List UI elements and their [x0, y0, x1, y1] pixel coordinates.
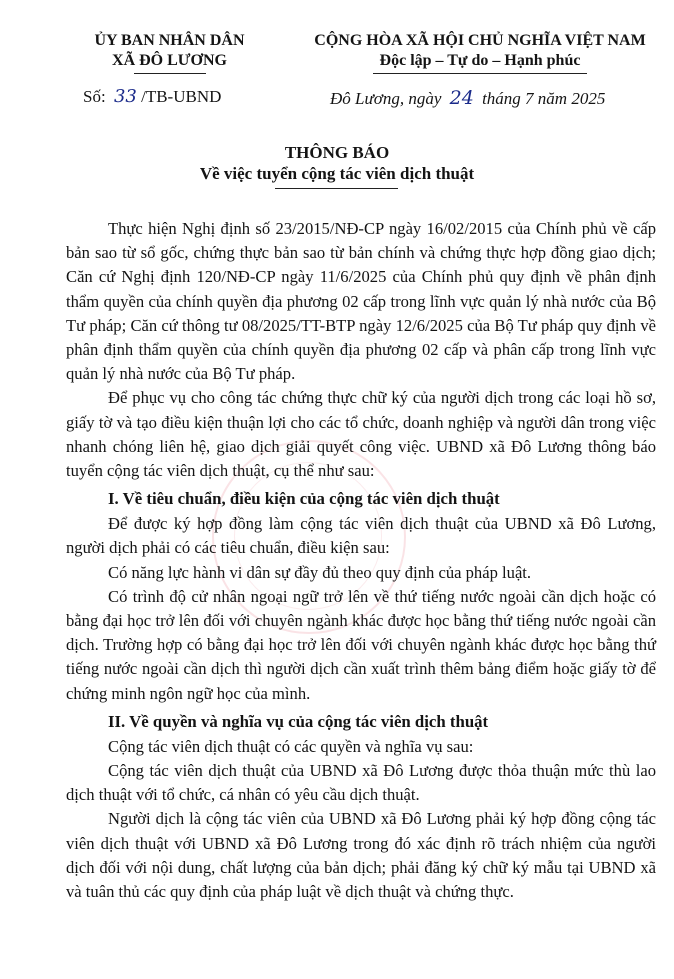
section-heading-standards: I. Về tiêu chuẩn, điều kiện của cộng tác viên dịch thuật — [108, 489, 500, 509]
paragraph-civil-capacity: Có năng lực hành vi dân sự đầy đủ theo quy định của pháp luật. — [108, 562, 532, 582]
date-prefix: Đô Lương, ngày — [330, 89, 442, 108]
paragraph-remuneration: Cộng tác viên dịch thuật của UBND xã Đô Lương được thỏa thuận mức thù lao dịch thuật với tổ chức, cá nhân có yêu cầu dịch thuật. — [66, 761, 656, 805]
doc-number-handwritten: 33 — [113, 86, 137, 107]
agency-name: ỦY BAN NHÂN DÂN — [94, 32, 245, 49]
doc-number-prefix: Số: — [83, 87, 106, 106]
document-subtitle: Về việc tuyển cộng tác viên dịch thuật — [199, 164, 475, 183]
document-number — [83, 86, 221, 107]
commune-name: XÃ ĐÔ LƯƠNG — [112, 52, 227, 69]
agency-underline — [134, 73, 206, 74]
paragraph-qualification: Có trình độ cử nhân ngoại ngữ trở lên về thứ tiếng nước ngoài cần dịch hoặc có bằng đại học trở lên đối với chuyên ngành khác được học bằng thứ tiếng nước ngoài cần dịch. Trường hợp có bằng đại học trở lên đối với chuyên ngành khác được học bằng thứ tiếng nước ngoài cần dịch thì người dịch cần xuất trình thêm bảng điểm hoặc giấy tờ để chứng minh ngôn ngữ học của mình. — [66, 586, 656, 703]
issue-date — [330, 87, 605, 109]
document-title: THÔNG BÁO — [284, 143, 390, 162]
subtitle-underline — [275, 188, 398, 189]
date-suffix: tháng 7 năm 2025 — [482, 89, 606, 108]
paragraph-legal-basis: Thực hiện Nghị định số 23/2015/NĐ-CP ngày 16/02/2015 của Chính phủ về cấp bản sao từ sổ gốc, chứng thực bản sao từ bản chính và chứng thực hợp đồng giao dịch; Căn cứ Nghị định 120/NĐ-CP ngày 11/6/2025 của Chính phủ quy định về phân định thẩm quyền của chính quyền địa phương 02 cấp trong lĩnh vực quản lý nhà nước của Bộ Tư pháp; Căn cứ thông tư 08/2025/TT-BTP ngày 12/6/2025 của Bộ Tư pháp quy định về phân định thẩm quyền của chính quyền địa phương 02 cấp và phân cấp trong lĩnh vực quản lý nhà nước của Bộ Tư pháp. — [66, 219, 656, 384]
paragraph-contract-obligations: Người dịch là cộng tác viên của UBND xã Đô Lương phải ký hợp đồng cộng tác viên dịch thuật với UBND xã Đô Lương trong đó xác định rõ trách nhiệm của người dịch đối với nội dung, chất lượng của bản dịch; phải đăng ký chữ ký mẫu tại UBND xã và tuân thủ các quy định của pháp luật về dịch thuật và chứng thực. — [66, 809, 656, 902]
document-body — [66, 217, 656, 904]
motto-underline — [373, 73, 587, 74]
country-name: CỘNG HÒA XÃ HỘI CHỦ NGHĨA VIỆT NAM — [314, 32, 646, 49]
national-motto — [290, 31, 670, 74]
paragraph-standards-intro: Để được ký hợp đồng làm cộng tác viên dịch thuật của UBND xã Đô Lương, người dịch phải có các tiêu chuẩn, điều kiện sau: — [66, 514, 656, 558]
paragraph-rights-intro: Cộng tác viên dịch thuật có các quyền và nghĩa vụ sau: — [108, 736, 474, 756]
section-heading-rights: II. Về quyền và nghĩa vụ của cộng tác viên dịch thuật — [108, 711, 489, 731]
issuing-agency — [62, 31, 277, 74]
doc-number-suffix: /TB-UBND — [141, 87, 222, 106]
paragraph-purpose: Để phục vụ cho công tác chứng thực chữ ký của người dịch trong các loại hồ sơ, giấy tờ và tạo điều kiện thuận lợi cho các tổ chức, doanh nghiệp và người dân trong việc nhanh chóng liên hệ, giao dịch giải quyết công việc. UBND xã Đô Lương thông báo tuyển cộng tác viên dịch thuật, cụ thể như sau: — [66, 388, 656, 481]
motto: Độc lập – Tự do – Hạnh phúc — [379, 52, 581, 69]
date-day-handwritten: 24 — [449, 87, 474, 109]
